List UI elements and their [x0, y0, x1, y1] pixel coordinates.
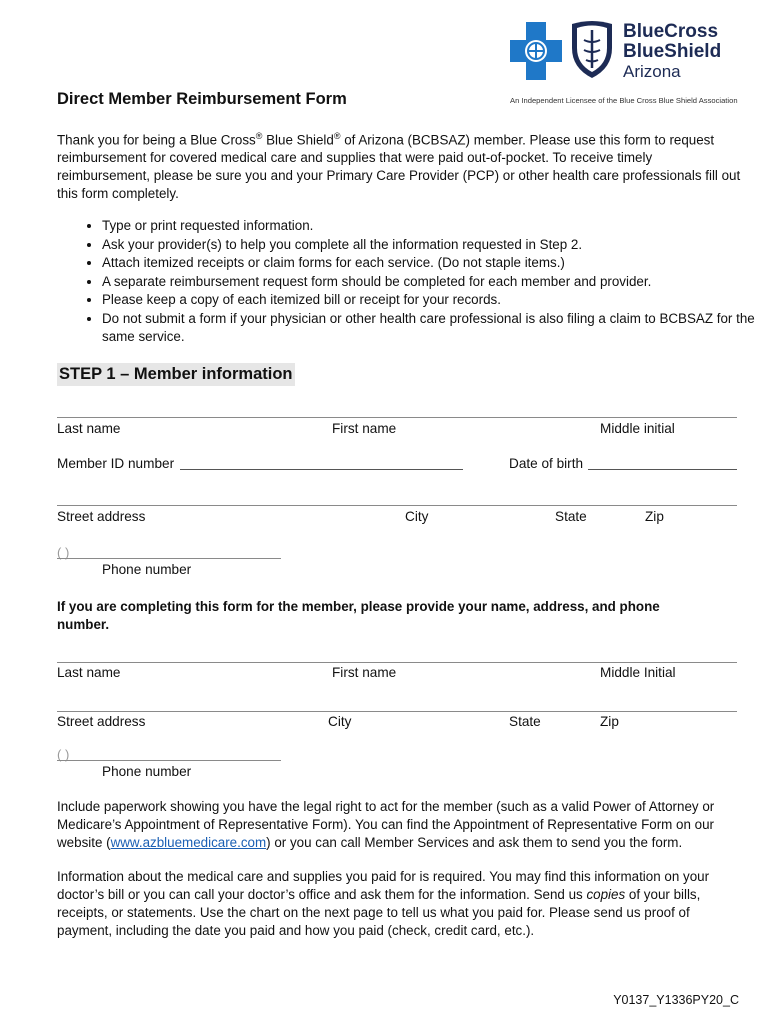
list-item: • Please keep a copy of each itemized bill or receipt for your records.	[102, 291, 762, 310]
representative-note: If you are completing this form for the member, please provide your name, address, and phone number.	[57, 599, 660, 632]
instruction-list	[80, 217, 762, 347]
rep-name-field-line[interactable]	[57, 662, 737, 663]
rep-last-name-label: Last name	[57, 665, 121, 680]
state-label: State	[555, 509, 587, 524]
list-item: • Do not submit a form if your physician or other health care professional is also filing a claim to BCBSAZ for the same service.	[102, 310, 762, 347]
phone-mask: ( )	[57, 545, 70, 560]
rep-state-label: State	[509, 714, 541, 729]
dob-field[interactable]	[588, 469, 737, 470]
city-label: City	[405, 509, 429, 524]
azbluemedicare-link[interactable]: www.azbluemedicare.com	[110, 835, 267, 850]
member-id-label: Member ID number	[57, 456, 175, 471]
legal-paragraph: Include paperwork showing you have the legal right to act for the member (such as a valid Power of Attorney or Medicare’s Appointment of Representative Form). You can find the Appointment of Representative Form on our website (www.azbluemedicare.com) or you can call Member Services and ask them to send you the form.	[57, 799, 715, 850]
list-item: • A separate reimbursement request form should be completed for each member and provider.	[102, 273, 762, 292]
logo-text-bluecross: BlueCross	[623, 21, 719, 42]
intro-paragraph: Thank you for being a Blue Cross® Blue Shield® of Arizona (BCBSAZ) member. Please use this form to request reimbursement for covered medical care and supplies that were paid out-of-pocket. To receive timely reimbursement, please be sure you and your Primary Care Provider (PCP) or other health care professionals fill out this form completely.	[57, 131, 741, 202]
dob-label: Date of birth	[509, 456, 584, 471]
information-paragraph: Information about the medical care and supplies you paid for is required. You may find this information on your doctor’s bill or you can call your doctor’s office and ask them for the information. Send us copies of your bills, receipts, or statements. Use the chart on the next page to tell us what you paid for. Please send us proof of payment, including the date you paid and how you paid (check, credit card, etc.).	[57, 869, 710, 938]
rep-phone-mask: ( )	[57, 747, 70, 762]
logo-text-blueshield: BlueShield	[623, 41, 722, 62]
address-field-line[interactable]	[57, 505, 737, 506]
list-item: • Attach itemized receipts or claim forms for each service. (Do not staple items.)	[102, 254, 762, 273]
rep-zip-label: Zip	[600, 714, 619, 729]
logo-tagline: An Independent Licensee of the Blue Cross Blue Shield Association	[510, 96, 738, 105]
zip-label: Zip	[645, 509, 664, 524]
list-item: • Type or print requested information.	[102, 217, 762, 236]
rep-middle-initial-label: Middle Initial	[600, 665, 676, 680]
last-name-label: Last name	[57, 421, 121, 436]
rep-city-label: City	[328, 714, 352, 729]
name-field-line[interactable]	[57, 417, 737, 418]
blue-cross-icon	[508, 20, 564, 82]
rep-phone-field[interactable]	[57, 760, 281, 761]
member-id-field[interactable]	[180, 469, 463, 470]
rep-phone-label: Phone number	[102, 764, 192, 779]
logo-text-arizona: Arizona	[623, 62, 681, 81]
blue-shield-icon	[568, 18, 616, 80]
first-name-label: First name	[332, 421, 397, 436]
rep-address-field-line[interactable]	[57, 711, 737, 712]
middle-initial-label: Middle initial	[600, 421, 675, 436]
list-item: • Ask your provider(s) to help you complete all the information requested in Step 2.	[102, 236, 762, 255]
street-address-label: Street address	[57, 509, 146, 524]
rep-street-address-label: Street address	[57, 714, 146, 729]
form-code: Y0137_Y1336PY20_C	[613, 993, 739, 1007]
form-title: Direct Member Reimbursement Form	[57, 90, 347, 108]
rep-first-name-label: First name	[332, 665, 397, 680]
phone-label: Phone number	[102, 562, 192, 577]
step1-heading: STEP 1 – Member information	[57, 363, 295, 386]
phone-field[interactable]	[57, 558, 281, 559]
